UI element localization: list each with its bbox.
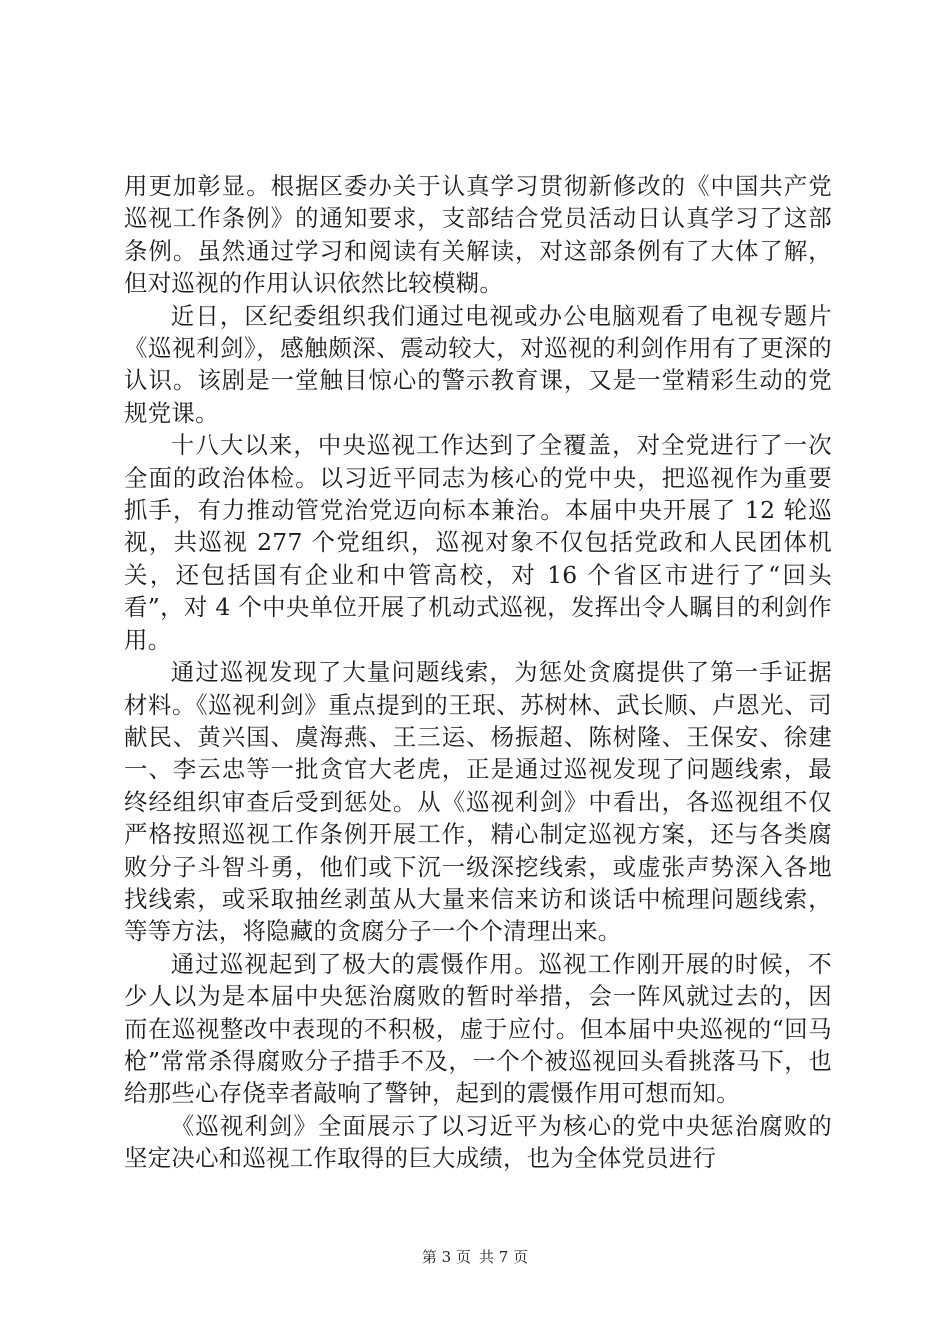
paragraph-3: 十八大以来，中央巡视工作达到了全覆盖，对全党进行了一次全面的政治体检。以习近平同志为核心的党中央，把巡视作为重要抓手，有力推动管党治党迈向标本兼治。本届中央开展了 12 轮巡视，共巡视 277 个党组织，巡视对象不仅包括党政和人民团体机关，还包括国有企业和中管高校，对 16 个省区市进行了“回头看”，对 4 个中央单位开展了机动式巡视，发挥出令人瞩目的利剑作用。 — [124, 431, 832, 654]
document-body — [124, 170, 832, 1175]
paragraph-6: 《巡视利剑》全面展示了以习近平为核心的党中央惩治腐败的坚定决心和巡视工作取得的巨大成绩，也为全体党员进行 — [124, 1111, 832, 1173]
paragraph-5: 通过巡视起到了极大的震慑作用。巡视工作刚开展的时候，不少人以为是本届中央惩治腐败的暂时举措，会一阵风就过去的，因而在巡视整改中表现的不积极，虚于应付。但本届中央巡视的“回马枪”常常杀得腐败分子措手不及，一个个被巡视回头看挑落马下，也给那些心存侥幸者敲响了警钟，起到的震慑作用可想而知。 — [124, 949, 832, 1108]
page-number: 第 3 页 — [421, 1248, 471, 1266]
paragraph-4: 通过巡视发现了大量问题线索，为惩处贪腐提供了第一手证据材料。《巡视利剑》重点提到的王珉、苏树林、武长顺、卢恩光、司献民、黄兴国、虞海燕、王三运、杨振超、陈树隆、王保安、徐建一、李云忠等一批贪官大老虎，正是通过巡视发现了问题线索，最终经组织审查后受到惩处。从《巡视利剑》中看出，各巡视组不仅严格按照巡视工作条例开展工作，精心制定巡视方案，还与各类腐败分子斗智斗勇，他们或下沉一级深挖线索，或虚张声势深入各地找线索，或采取抽丝剥茧从大量来信来访和谈话中梳理问题线索，等等方法，将隐藏的贪腐分子一个个清理出来。 — [124, 658, 832, 946]
paragraph-2: 近日，区纪委组织我们通过电视或办公电脑观看了电视专题片《巡视利剑》，感触颇深、震动较大，对巡视的利剑作用有了更深的认识。该剧是一堂触目惊心的警示教育课，又是一堂精彩生动的党规党课。 — [124, 301, 832, 427]
paragraph-1: 用更加彰显。根据区委办关于认真学习贯彻新修改的《中国共产党巡视工作条例》的通知要求，支部结合党员活动日认真学习了这部条例。虽然通过学习和阅读有关解读，对这部条例有了大体了解，但对巡视的作用认识依然比较模糊。 — [124, 172, 832, 298]
page-total: 共 7 页 — [479, 1248, 529, 1266]
page-footer — [0, 1247, 950, 1267]
